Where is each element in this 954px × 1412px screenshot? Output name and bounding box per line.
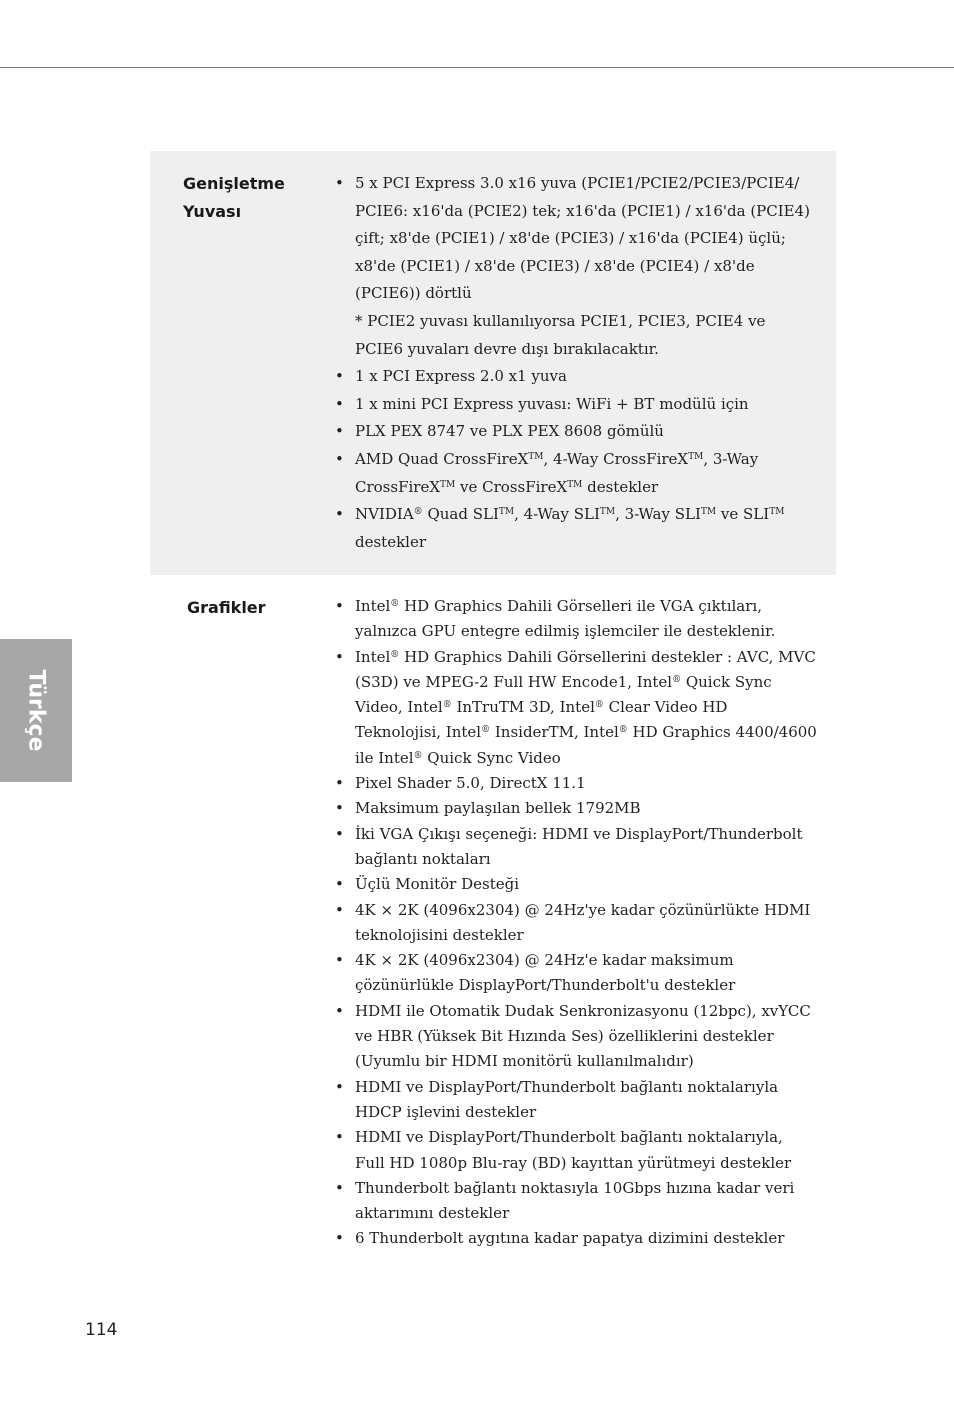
list-item: • Intel® HD Graphics Dahili Görsellerini destekler : AVC, MVC (S3D) ve MPEG-2 Full HW Encode1, Intel® Quick Sync Video, Intel® InTruTM 3D, Intel® Clear Video HD Teknolojisi, Intel® InsiderTM, Intel® HD Graphics 4400/4600 ile Intel® Quick Sync Video	[355, 645, 817, 771]
page-number: 114	[85, 1320, 118, 1340]
list-item: • HDMI ve DisplayPort/Thunderbolt bağlantı noktalarıyla, Full HD 1080p Blu-ray (BD) kayıttan yürütmeyi destekler	[355, 1125, 817, 1176]
list-item: • PLX PEX 8747 ve PLX PEX 8608 gömülü	[355, 418, 817, 446]
list-note: * PCIE2 yuvası kullanılıyorsa PCIE1, PCIE3, PCIE4 ve PCIE6 yuvaları devre dışı bırakılacaktır.	[355, 311, 766, 358]
language-tab-label: Türkçe	[23, 669, 49, 752]
list-item: • 5 x PCI Express 3.0 x16 yuva (PCIE1/PCIE2/PCIE3/PCIE4/ PCIE6: x16'da (PCIE2) tek; x16'da (PCIE1) / x16'da (PCIE4) çift; x8'de (PCIE1) / x8'de (PCIE3) / x16'da (PCIE4) üçlü; x8'de (PCIE1) / x8'de (PCIE3) / x8'de (PCIE4) / x8'de (PCIE6)) dörtlü	[355, 170, 817, 308]
list-item: • Thunderbolt bağlantı noktasıyla 10Gbps hızına kadar veri aktarımını destekler	[355, 1176, 817, 1227]
expansion-slot-label: Genişletme Yuvası	[183, 174, 285, 221]
expansion-slot-list	[355, 170, 817, 556]
header-rule	[0, 67, 954, 68]
list-item: • HDMI ile Otomatik Dudak Senkronizasyonu (12bpc), xvYCC ve HBR (Yüksek Bit Hızında Ses) özelliklerini destekler (Uyumlu bir HDMI monitörü kullanılmalıdır)	[355, 999, 817, 1075]
list-item: • 4K × 2K (4096x2304) @ 24Hz'e kadar maksimum çözünürlükle DisplayPort/Thunderbolt'u destekler	[355, 948, 817, 999]
list-item: • 1 x mini PCI Express yuvası: WiFi + BT modülü için	[355, 391, 817, 419]
list-item: • 6 Thunderbolt aygıtına kadar papatya dizimini destekler	[355, 1226, 817, 1251]
list-item: • İki VGA Çıkışı seçeneği: HDMI ve DisplayPort/Thunderbolt bağlantı noktaları	[355, 822, 817, 873]
graphics-list	[355, 594, 817, 1252]
graphics-section	[150, 595, 836, 1265]
list-item: • 4K × 2K (4096x2304) @ 24Hz'ye kadar çözünürlükte HDMI teknolojisini destekler	[355, 898, 817, 949]
language-side-tab	[0, 639, 72, 782]
expansion-slot-section	[150, 151, 836, 575]
list-item: • HDMI ve DisplayPort/Thunderbolt bağlantı noktalarıyla HDCP işlevini destekler	[355, 1075, 817, 1126]
graphics-label: Grafikler	[187, 598, 266, 617]
list-item: • Üçlü Monitör Desteği	[355, 872, 817, 897]
list-item: • Maksimum paylaşılan bellek 1792MB	[355, 796, 817, 821]
list-item-sli: • NVIDIA® Quad SLI™, 4-Way SLI™, 3-Way SLI™ ve SLI™ destekler	[355, 501, 817, 556]
list-item: • Intel® HD Graphics Dahili Görselleri ile VGA çıktıları, yalnızca GPU entegre edilmiş işlemciler ile desteklenir.	[355, 594, 817, 645]
list-item: • 1 x PCI Express 2.0 x1 yuva	[355, 363, 817, 391]
list-item-crossfire: • AMD Quad CrossFireX™, 4-Way CrossFireX™, 3-Way CrossFireX™ ve CrossFireX™ destekler	[355, 446, 817, 501]
list-item: • Pixel Shader 5.0, DirectX 11.1	[355, 771, 817, 796]
